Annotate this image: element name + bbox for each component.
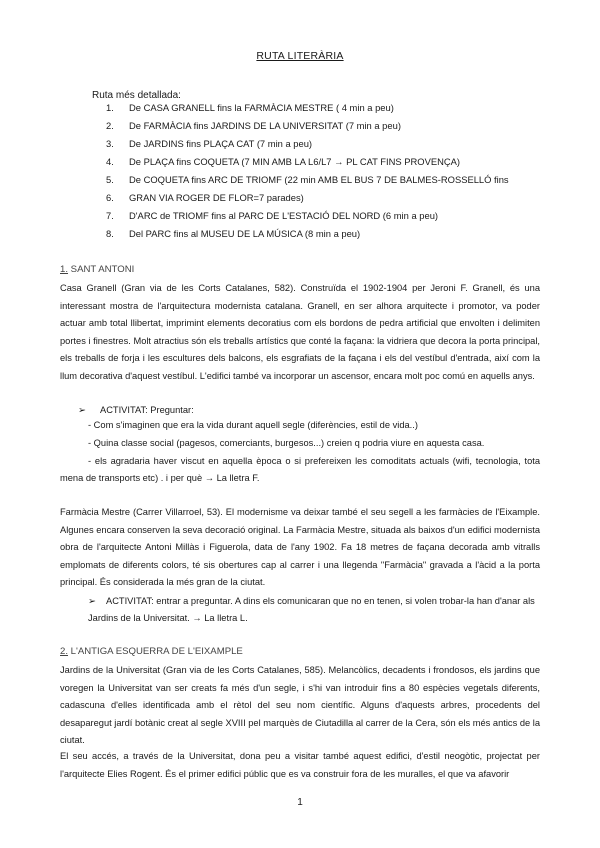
section-title: L'ANTIGA ESQUERRA DE L'EIXAMPLE — [68, 646, 243, 657]
step-text: De FARMÀCIA fins JARDINS DE LA UNIVERSITAT (7 min a peu) — [129, 120, 401, 131]
paragraph-universitat-access: El seu accés, a través de la Universitat, dona peu a visitar també aquest edifici, d'estil neogòtic, projectat per l'arquitecte Elies Rogent. És el primer edifici públic que es va construir fora de les muralles, el que va afavorir — [60, 751, 540, 779]
list-item — [106, 102, 526, 114]
list-item — [106, 156, 526, 168]
step-number: 5. — [106, 174, 114, 185]
step-number: 3. — [106, 138, 114, 149]
route-intro: Ruta més detallada: — [92, 90, 181, 101]
section-title: SANT ANTONI — [68, 264, 135, 275]
activity-text: ACTIVITAT: Preguntar: — [100, 405, 194, 415]
list-item — [106, 138, 526, 150]
arrowhead-bullet-icon: ➢ — [88, 596, 96, 606]
arrowhead-bullet-icon: ➢ — [78, 405, 86, 415]
section-heading-sant-antoni — [60, 264, 134, 275]
step-text: GRAN VIA ROGER DE FLOR=7 parades) — [129, 192, 304, 203]
paragraph-jardins-universitat: Jardins de la Universitat (Gran via de les Corts Catalanes, 585). Melancòlics, decadents i frondosos, els jardins que voregen la Universitat van ser creats fa més d'un segle, i s'hi van introduir fins a 80 espècies vegetals diferents, cadascuna d'elles identificada amb el rètol del seu nom científic. Alguns d'aquests arbres, procedents del desaparegut jardí botànic creat al segle XVIII pel marquès de Ciutadilla al carrer de la Cera, són els més antics de la ciutat. — [60, 665, 540, 745]
step-text: D'ARC de TRIOMF fins al PARC DE L'ESTACIÓ DEL NORD (6 min a peu) — [129, 210, 439, 221]
step-number: 6. — [106, 192, 114, 203]
step-number: 4. — [106, 156, 114, 167]
question-item: - els agradaria haver viscut en aquella època o si prefereixen les comoditats actuals (wifi, tecnologia, tota mena de transports etc) . i per què → La lletra F. — [60, 456, 540, 483]
step-text: De JARDINS fins PLAÇA CAT (7 min a peu) — [129, 138, 313, 149]
paragraph-farmacia-mestre: Farmàcia Mestre (Carrer Villarroel, 53). El modernisme va deixar també el seu segell a les farmàcies de l'Eixample. Algunes encara conserven la seva decoració original. La Farmàcia Mestre, situada als baixos d'un edifici modernista obra de l'arquitecte Antoni Millàs i Figuerola, data de l'any 1902. Fa 18 metres de façana decorada amb vitralls emplomats de diferents colors, té sis obertures cap al carrer i una llegenda "Farmàcia" gravada a l'àcid a la porta principal. És considerada la més gran de la ciutat. — [60, 507, 540, 587]
document-title: RUTA LITERÀRIA — [256, 50, 344, 62]
step-number: 7. — [106, 210, 114, 221]
activity-bullet — [88, 593, 540, 627]
list-item — [106, 210, 526, 222]
section-number: 1. — [60, 264, 69, 275]
list-item — [106, 120, 526, 132]
question-item: - Quina classe social (pagesos, comerciants, burgesos...) creien q podria viure en aquesta casa. — [88, 438, 485, 448]
page-number: 1 — [297, 797, 303, 808]
step-number: 8. — [106, 228, 114, 239]
activity-bullet — [78, 403, 194, 417]
list-item — [106, 192, 526, 204]
section-heading-esquerra-eixample — [60, 646, 243, 657]
step-text: De COQUETA fins ARC DE TRIOMF (22 min AMB EL BUS 7 DE BALMES-ROSSELLÓ fins — [129, 174, 509, 185]
route-steps-list — [106, 102, 526, 246]
step-text: Del PARC fins al MUSEU DE LA MÚSICA (8 min a peu) — [129, 228, 361, 239]
step-number: 2. — [106, 120, 114, 131]
list-item — [106, 174, 526, 186]
step-text: De PLAÇA fins COQUETA (7 MIN AMB LA L6/L7 → PL CAT FINS PROVENÇA) — [129, 156, 460, 167]
section-number: 2. — [60, 646, 69, 657]
question-item: - Com s'imaginen que era la vida durant aquell segle (diferències, estil de vida..) — [88, 420, 418, 430]
list-item — [106, 228, 526, 240]
step-number: 1. — [106, 102, 114, 113]
paragraph-casa-granell: Casa Granell (Gran via de les Corts Catalanes, 582). Construïda el 1902-1904 per Jeroni F. Granell, és una interessant mostra de l'arquitectura modernista catalana. Granell, en ser alhora arquitecte i promotor, va poder actuar amb total llibertat, imprimint elements decoratius com els bordons de pedra artificial que envolten i delimiten portes i finestres. Molt atractius són els treballs artístics que conté la façana: la vidriera que decora la porta principal, els treballs de forja i les escultures dels balcons, els esgrafiats de la façana i els del vestíbul d'entrada, així com la llum decorativa d'aquest vestíbul. L'edifici també va incorporar un ascensor, encara molt poc comú en aquells anys. — [60, 283, 540, 381]
step-text: De CASA GRANELL fins la FARMÀCIA MESTRE ( 4 min a peu) — [129, 102, 394, 113]
activity-text: ACTIVITAT: entrar a preguntar. A dins els comunicaran que no en tenen, si volen trobar-la han d'anar als Jardins de la Universitat. → La lletra L. — [88, 596, 535, 623]
